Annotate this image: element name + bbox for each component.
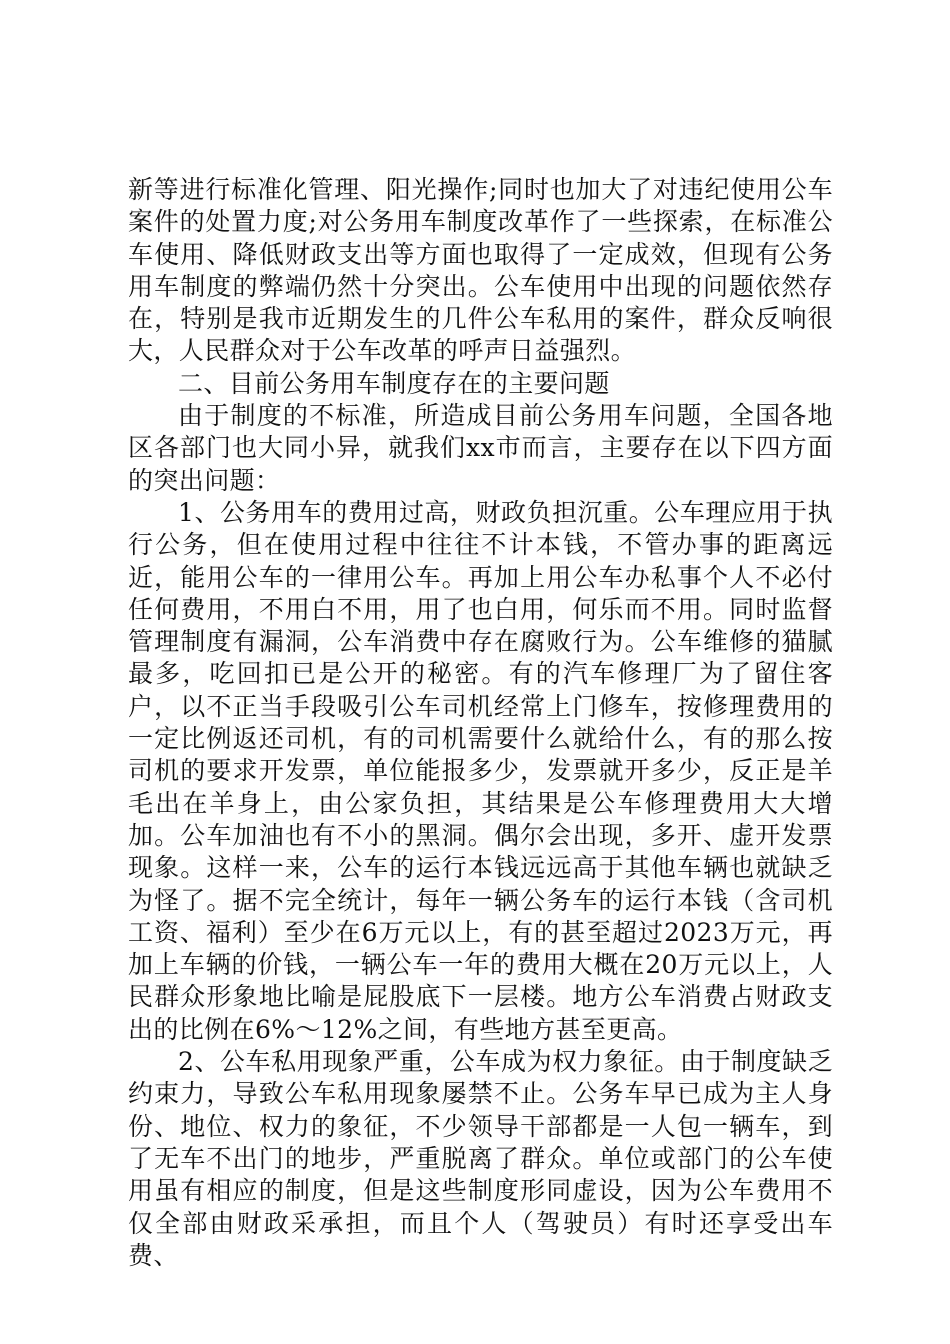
section-heading-main-problems: 二、目前公务用车制度存在的主要问题 [178,368,610,398]
paragraph-problem-2-private-use: 2、公车私用现象严重，公车成为权力象征。由于制度缺乏约束力，导致公车私用现象屡禁不止。公务车早已成为主人身份、地位、权力的象征，不少领导干部都是一人包一辆车，到了无车不出门的地步，严重脱离了群众。单位或部门的公车使用虽有相应的制度，但是这些制度形同虚设，因为公车费用不仅全部由财政采承担，而且个人（驾驶员）有时还享受出车费、 [128,1047,833,1270]
paragraph-problem-1-high-cost: 1、公务用车的费用过高，财政负担沉重。公车理应用于执行公务，但在使用过程中往往不计本钱，不管办事的距离远近，能用公车的一律用公车。再加上用公车办私事个人不必付任何费用，不用白不用，用了也白用，何乐而不用。同时监督管理制度有漏洞，公车消费中存在腐败行为。公车维修的猫腻最多，吃回扣已是公开的秘密。有的汽车修理厂为了留住客户，以不正当手段吸引公车司机经常上门修车，按修理费用的一定比例返还司机，有的司机需要什么就给什么，有的那么按司机的要求开发票，单位能报多少，发票就开多少，反正是羊毛出在羊身上，由公家负担，其结果是公车修理费用大大增加。公车加油也有不小的黑洞。偶尔会出现，多开、虚开发票现象。这样一来，公车的运行本钱远远高于其他车辆也就缺乏为怪了。据不完全统计，每年一辆公务车的运行本钱（含司机工资、福利）至少在6万元以上，有的甚至超过2023万元，再加上车辆的价钱，一辆公车一年的费用大概在20万元以上，人民群众形象地比喻是屁股底下一层楼。地方公车消费占财政支出的比例在6%～12%之间，有些地方甚至更高。 [128,497,833,1044]
paragraph-problems-intro: 由于制度的不标准，所造成目前公务用车问题，全国各地区各部门也大同小异，就我们xx市而言，主要存在以下四方面的突出问题： [128,401,833,495]
paragraph-intro-continuation: 新等进行标准化管理、阳光操作;同时也加大了对违纪使用公车案件的处置力度;对公务用车制度改革作了一些探索，在标准公车使用、降低财政支出等方面也取得了一定成效，但现有公务用车制度的弊端仍然十分突出。公车使用中出现的问题依然存在，特别是我市近期发生的几件公车私用的案件，群众反响很大，人民群众对于公车改革的呼声日益强烈。 [128,175,833,366]
document-body [128,174,833,1272]
